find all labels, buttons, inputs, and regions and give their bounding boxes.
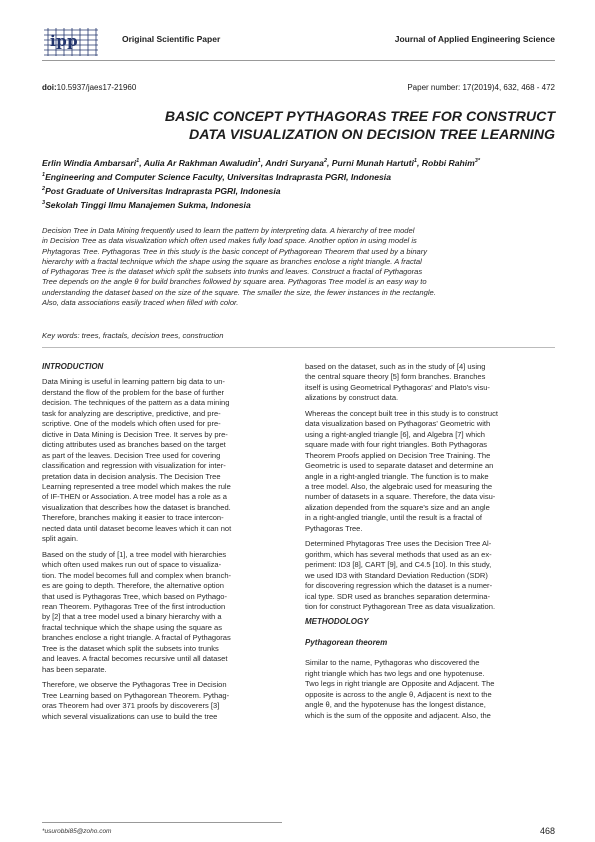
journal-logo [42, 26, 117, 58]
keywords-divider [42, 347, 555, 348]
text-line: we used ID3 with Standard Deviation Reduction (SDR) [305, 570, 488, 580]
section-heading: METHODOLOGY [305, 617, 369, 627]
abstract-line: in Decision Tree as data visualization which often used makes fully load space. Another option in using model is [42, 236, 417, 246]
text-line: Theorem Proofs applied on Decision Tree Training. The [305, 450, 491, 460]
text-line: Tree Learning based on Pythagorean Theorem. Pythag- [42, 690, 230, 700]
author-separator: , [416, 158, 422, 168]
author-affiliation-mark: 3* [474, 158, 480, 165]
author-name: Purni Munah Hartuti [331, 158, 414, 168]
text-line: square made with four right triangles. Both Pythagoras [305, 440, 488, 450]
doi-line [42, 83, 136, 92]
text-line: tion. The model becomes full and complex when branch- [42, 570, 232, 580]
abstract-line: Phytagoras Tree. Pythagoras Tree in this study is the basic concept of Pythagorean Theorem that used by a binary [42, 246, 428, 256]
affiliation [42, 186, 281, 196]
text-line: number of datasets in a square. Therefore, the data visu- [305, 492, 496, 502]
abstract [42, 226, 555, 308]
affiliation-text: Post Graduate of Universitas Indraprasta PGRI, Indonesia [45, 186, 281, 196]
text-line: a tree model. Also, the algebraic used for measuring the [305, 481, 493, 491]
text-line: rean Theorem. Pythagoras Tree of the first introduction [42, 601, 226, 611]
logo-text: ipp [50, 32, 79, 50]
text-line: branches enclose a right triangle. A fractal of Pythagoras [42, 633, 231, 643]
text-line: Geometric is used to separate dataset and determine an [305, 461, 494, 471]
abstract-line: Also, data associations easily traced when filled with color. [42, 298, 239, 308]
author-affiliation-mark: 1 [413, 158, 417, 165]
affiliation-mark: 2 [42, 186, 46, 193]
text-line: pretation data in decision analysis. The Decision Tree [42, 471, 221, 481]
affiliation-text: Engineering and Computer Science Faculty, Universitas Indraprasta PGRI, Indonesia [45, 172, 391, 182]
title-line-2: DATA VISUALIZATION ON DECISION TREE LEARNING [189, 127, 555, 143]
text-line: scriptive. One of the models which often used for pre- [42, 419, 221, 429]
text-line: Based on the study of [1], a tree model with hierarchies [42, 549, 227, 559]
author-name: Robbi Rahim [421, 158, 475, 168]
author-separator: , [327, 158, 332, 168]
text-line: ical type. SDR used as branches separation determina- [305, 591, 490, 601]
text-line: angle θ, and the hypotenuse has the longest distance, [305, 700, 486, 710]
text-line: fractal technique which the shape using the square as [42, 622, 222, 632]
text-line: that used is Pythagoras Tree, which based on Pythago- [42, 591, 228, 601]
text-line: for discovering regression which the dataset is a numer- [305, 581, 493, 591]
author-affiliation-mark: 1 [257, 158, 261, 165]
text-line: as part of the leaves. Decision Tree used for covering [42, 450, 221, 460]
abstract-line: Decision Tree in Data Mining frequently used to learn the pattern by interpreting data. A hierarchy of tree model [42, 226, 415, 235]
affiliation-mark: 1 [42, 172, 46, 179]
text-line: Pythagoras Tree. [305, 523, 363, 533]
text-line: classification and regression with visualization for inter- [42, 461, 226, 471]
author-name: Erlin Windia Ambarsari [42, 158, 137, 168]
doi-label: doi: [42, 83, 57, 92]
text-line: Two legs in right triangle are Opposite and Adjacent. The [305, 679, 495, 689]
footnote-divider [42, 822, 282, 823]
right-column [305, 362, 555, 721]
text-line: Therefore, branches making it easier to trace intercon- [42, 513, 224, 523]
affiliation [42, 172, 391, 182]
abstract-line: hierarchy with a fractal technique which the shape using the square as branches enclose a right triangle. A fractal [42, 256, 422, 266]
text-line: alizations by construct data. [305, 393, 399, 403]
author-name: Aulia Ar Rakhman Awaludin [143, 158, 258, 168]
author-separator: , [139, 158, 144, 168]
text-line: right triangle which has two legs and one hypotenuse. [305, 668, 485, 678]
subsection-heading: Pythagorean theorem [305, 637, 388, 647]
paper-title [42, 108, 555, 144]
text-line: which is the sum of the opposite and adjacent. Also, the [305, 710, 491, 720]
header-divider [42, 60, 555, 61]
doi-link[interactable]: 10.5937/jaes17-21960 [56, 83, 137, 92]
text-line: data visualization based on Pythagoras' Geometric with [305, 419, 491, 429]
text-line: decision. The techniques of the pattern as a data mining [42, 398, 230, 408]
text-line: and leaves. A fractal becomes recursive until all dataset [42, 654, 228, 664]
text-line: has been separate. [42, 664, 107, 674]
text-line: derstand the flow of the problem for the base of further [42, 387, 225, 397]
text-line: dictive in Data Mining is Decision Tree. It serves by pre- [42, 429, 228, 439]
affiliation-text: Sekolah Tinggi Ilmu Manajemen Sukma, Indonesia [45, 200, 251, 210]
text-line: the central square theory [5] form branches. Branches [305, 372, 486, 382]
text-line: Learning represented a tree model which makes the rule [42, 481, 231, 491]
text-line: Similar to the name, Pythagoras who discovered the [305, 658, 480, 668]
text-line: Whereas the concept built tree in this study is to construct [305, 408, 498, 418]
author-affiliation-mark: 1 [136, 158, 140, 165]
page-number: 468 [539, 826, 555, 836]
text-line: dicting attributes used as branches based on the target [42, 440, 226, 450]
abstract-line: understanding the dataset based on the size of the square. The smaller the size, the fewer instances in the rectangle. [42, 287, 436, 297]
text-line: gorithm, which has several methods that used as an ex- [305, 549, 492, 559]
text-line: angle in a right-angled triangle. The function is to make [305, 471, 489, 481]
corresponding-email[interactable]: *usurobbi85@zoho.com [42, 828, 112, 835]
text-line: using a right-angled triangle [6], and Algebra [7] which [305, 429, 485, 439]
text-line: which often used makes run out of space to visualiza- [42, 560, 222, 570]
text-line: oras Theorem had over 371 proofs by discoverers [3] [42, 701, 220, 711]
keywords: Key words: trees, fractals, decision trees, construction [42, 331, 224, 340]
text-line: alization depended from the square's size and an angle [305, 502, 490, 512]
text-line: es are going to depth. Therefore, the alternative option [42, 581, 224, 591]
text-line: opposite is across to the angle θ, Adjacent is next to the [305, 689, 492, 699]
author-affiliation-mark: 2 [323, 158, 328, 165]
text-line: task for analyzing are descriptive, predictive, and pre- [42, 408, 221, 418]
text-line: which several visualizations can use to build the tree [42, 711, 218, 721]
article-category: Original Scientific Paper [122, 34, 221, 44]
left-column [42, 362, 292, 722]
abstract-line: Tree depends on the angle θ for build branches followed by square area. Pythagoras Tree model is an easy way to [42, 277, 427, 287]
text-line: split again. [42, 534, 79, 544]
affiliation-mark: 3 [42, 200, 46, 207]
text-line: Determined Phytagoras Tree uses the Decision Tree Al- [305, 539, 492, 549]
text-line: Data Mining is useful in learning pattern big data to un- [42, 377, 225, 387]
text-line: Therefore, we observe the Pythagoras Tree in Decision [42, 680, 227, 690]
section-heading: INTRODUCTION [42, 362, 104, 371]
text-line: of IF-THEN or Association. A tree model has a role as a [42, 492, 227, 502]
text-line: tion for construct Pythagorean Tree as data visualization. [305, 601, 496, 611]
text-line: nected data until dataset become leaves which it can not [42, 523, 232, 533]
text-line: Tree is the dataset which split the subsets into trunks [42, 643, 219, 653]
text-line: itself is using Geometrical Pythagoras' and Plato's visu- [305, 382, 490, 392]
affiliation [42, 200, 251, 210]
author-separator: , [260, 158, 266, 168]
paper-number: Paper number: 17(2019)4, 632, 468 - 472 [407, 83, 555, 92]
text-line: by [2] that a tree model used a binary hierarchy with a [42, 612, 222, 622]
text-line: in a right-angled triangle, until the result is a fractal of [305, 513, 483, 523]
author-name: Andri Suryana [265, 158, 324, 168]
journal-name: Journal of Applied Engineering Science [394, 34, 555, 44]
text-line: visualization that describes how the dataset is branched. [42, 502, 231, 512]
page-header [42, 26, 555, 62]
author-list [42, 158, 480, 168]
title-line-1: BASIC CONCEPT PYTHAGORAS TREE FOR CONSTRUCT [164, 109, 555, 125]
text-line: based on the dataset, such as in the study of [4] using [305, 362, 486, 371]
text-line: periment: ID3 [8], CART [9], and C4.5 [10]. In this study, [305, 560, 492, 570]
abstract-line: of Pythagoras Tree is the dataset which split the subsets into trunks and leaves. Construct a fractal of Pythagoras [42, 267, 423, 277]
